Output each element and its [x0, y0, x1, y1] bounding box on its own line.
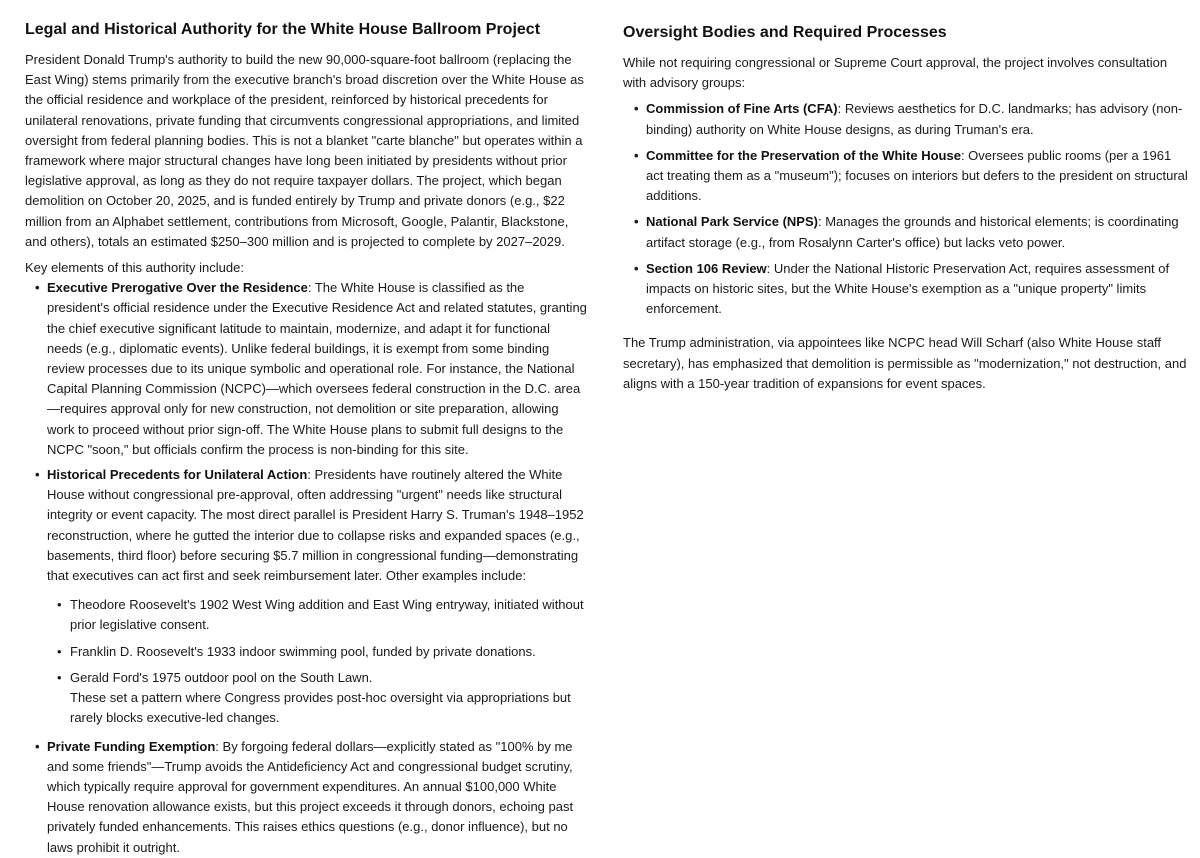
list-item-executive-prerogative	[25, 278, 587, 460]
item-heading: Private Funding Exemption	[47, 738, 216, 754]
example-item	[47, 668, 587, 729]
example-item: • Franklin D. Roosevelt's 1933 indoor swimming pool, funded by private donations.	[47, 642, 587, 662]
item-heading: Committee for the Preservation of the White House	[646, 147, 961, 163]
item-text: : By forgoing federal dollars—explicitly stated as "100% by me and some friends"—Trump avoids the Antideficiency Act and congressional budget scrutiny, which typically require approval for government expenditures. An annual $100,000 White House renovation allowance exists, but this project exceeds it through donors, echoing past privately funded enhancements. This raises ethics questions (e.g., donor influence), but no laws prohibit it outright.	[47, 738, 574, 855]
list-item-preservation-committee	[623, 146, 1188, 207]
item-heading: National Park Service (NPS)	[646, 214, 818, 230]
oversight-closing: The Trump administration, via appointees like NCPC head Will Scharf (also White House staff secretary), has emphasized that demolition is permissible as "modernization," not destruction, and aligns with a 150-year tradition of expansions for event spaces.	[623, 335, 1187, 391]
item-text: : The White House is classified as the president's official residence under the Executive Residence Act and related statutes, granting the chief executive significant latitude to maintain, modernize, and adapt it for functional needs (e.g., diplomatic events). Unlike federal buildings, it is exempt from some binding review processes due to its unique symbolic and operational role. For instance, the National Capital Planning Commission (NCPC)—which oversees federal construction in the D.C. area—requires approval only for new construction, not demolition or site preparation, allowing work to proceed without prior sign-off. The White House plans to submit full designs to the NCPC "soon," but officials confirm the process is non-binding for this site.	[47, 280, 587, 457]
oversight-section	[623, 0, 1188, 394]
item-heading: Executive Prerogative Over the Residence	[47, 280, 308, 296]
section-title-oversight: Oversight Bodies and Required Processes	[623, 24, 947, 41]
item-heading: Section 106 Review	[646, 260, 767, 276]
item-heading: Historical Precedents for Unilateral Action	[47, 467, 308, 483]
item-text: : Manages the grounds and historical elements; is coordinating artifact storage (e.g., from Rosalynn Carter's office) but lacks veto power.	[646, 214, 1179, 250]
example-text: Gerald Ford's 1975 outdoor pool on the South Lawn.	[70, 669, 373, 685]
key-elements-list	[25, 278, 587, 857]
list-item-cfa	[623, 99, 1188, 139]
precedent-examples-list	[47, 595, 587, 728]
item-heading: Commission of Fine Arts (CFA)	[646, 101, 838, 117]
list-item-section-106	[623, 259, 1188, 320]
list-item-private-funding	[25, 737, 587, 858]
item-text: : Oversees public rooms (per a 1961 act treating them as a "museum"); focuses on interiors but defers to the president on structural additions.	[646, 147, 1188, 204]
legal-authority-section	[25, 0, 587, 858]
example-item: • Theodore Roosevelt's 1902 West Wing addition and East Wing entryway, initiated without prior legislative consent.	[47, 595, 587, 635]
item-text: : Reviews aesthetics for D.C. landmarks; has advisory (non-binding) authority on White House designs, as during Truman's era.	[646, 101, 1183, 137]
legal-authority-intro: President Donald Trump's authority to build the new 90,000-square-foot ballroom (replacing the East Wing) stems primarily from the executive branch's broad discretion over the White House as the official residence and workplace of the president, reinforced by historical precedents for unilateral renovations, private funding that circumvents congressional appropriations, and limited oversight from federal planning bodies. This is not a blanket "carte blanche" but operates within a framework where major structural changes have long been initiated by presidents without prior legislative approval, as long as they do not require taxpayer dollars. The project, which began demolition on October 20, 2025, and is funded entirely by Trump and private donors (e.g., $22 million from an Alphabet settlement, contributions from Microsoft, Google, Palantir, Blackstone, and others), totals an estimated $250–300 million and is projected to complete by 2027–2029.	[25, 52, 584, 249]
section-title-legal-authority: Legal and Historical Authority for the White House Ballroom Project	[25, 21, 541, 38]
item-text: : Presidents have routinely altered the White House without congressional pre-approval, often addressing "urgent" needs like structural integrity or event capacity. The most direct parallel is President Harry S. Truman's 1948–1952 reconstruction, where he gutted the interior due to collapse risks and expanded spaces (e.g., basements, third floor) before securing $5.7 million in congressional funding—demonstrating that executives can act first and seek reimbursement later. Other examples include:	[47, 467, 584, 584]
list-item-nps	[623, 212, 1188, 252]
oversight-intro: While not requiring congressional or Supreme Court approval, the project involves consultation with advisory groups:	[623, 55, 1168, 91]
list-item-historical-precedents	[25, 465, 587, 728]
key-elements-lead: Key elements of this authority include:	[25, 260, 244, 276]
examples-note: These set a pattern where Congress provides post-hoc oversight via appropriations but rarely blocks executive-led changes.	[70, 690, 571, 726]
item-text: : Under the National Historic Preservation Act, requires assessment of impacts on historic sites, but the White House's exemption as a "unique property" limits enforcement.	[646, 260, 1170, 317]
oversight-bodies-list	[623, 99, 1188, 319]
